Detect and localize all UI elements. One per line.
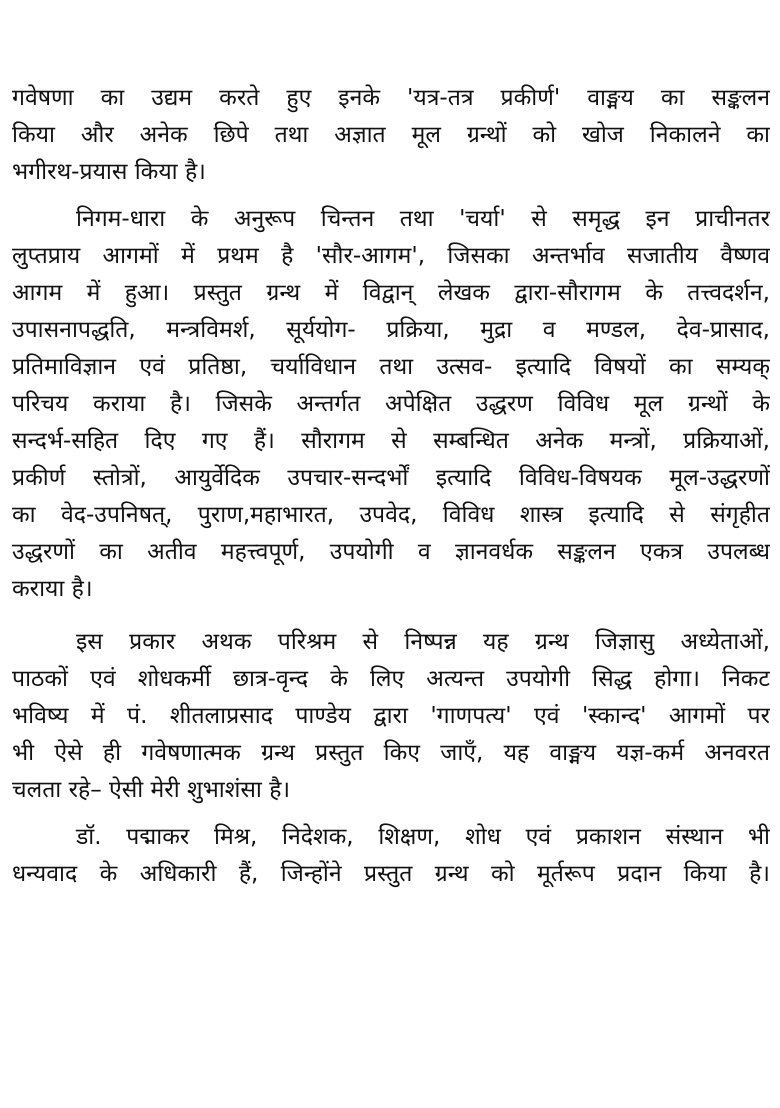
text-line: का वेद-उपनिषत्, पुराण,महाभारत, उपवेद, विविध शास्त्र इत्यादि से संगृहीत [12,502,770,528]
paragraph [12,80,770,191]
text-line: लुप्तप्राय आगमों में प्रथम है 'सौर-आगम', जिसका अन्तर्भाव सजातीय वैष्णव [12,243,770,269]
text-line: डॉ. पद्माकर मिश्र, निदेशक, शिक्षण, शोध एवं प्रकाशन संस्थान भी [76,824,770,850]
text-line: निगम-धारा के अनुरूप चिन्तन तथा 'चर्या' से समृद्ध इन प्राचीनतर [76,206,770,232]
paragraph-spacer [12,608,770,624]
text-line: चलता रहे– ऐसी मेरी शुभाशंसा है। [12,777,291,803]
text-line: भगीरथ-प्रयास किया है। [12,159,206,185]
text-line: पाठकों एवं शोधकर्मी छात्र-वृन्द के लिए अत्यन्त उपयोगी सिद्ध होगा। निकट [12,666,770,692]
text-line: प्रकीर्ण स्तोत्रों, आयुर्वेदिक उपचार-सन्दर्भों इत्यादि विविध-विषयक मूल-उद्धरणों [12,465,770,491]
text-line: भविष्य में पं. शीतलाप्रसाद पाण्डेय द्वारा 'गाणपत्य' एवं 'स्कान्द' आगमों पर [12,703,770,729]
text-line: कराया है। [12,576,93,602]
paragraph [12,624,770,809]
paragraph-spacer [12,809,770,819]
text-line: किया और अनेक छिपे तथा अज्ञात मूल ग्रन्थों को खोज निकालने का [12,122,770,148]
text-line: उपासनापद्धति, मन्त्रविमर्श, सूर्ययोग- प्रक्रिया, मुद्रा व मण्डल, देव-प्रासाद, [12,317,770,343]
text-line: उद्धरणों का अतीव महत्त्वपूर्ण, उपयोगी व ज्ञानवर्धक सङ्कलन एकत्र उपलब्ध [12,539,770,565]
text-line: परिचय कराया है। जिसके अन्तर्गत अपेक्षित उद्धरण विविध मूल ग्रन्थों के [12,391,770,417]
text-line: गवेषणा का उद्यम करते हुए इनके 'यत्र-तत्र प्रकीर्ण' वाङ्मय का सङ्कलन [12,85,770,111]
text-line: इस प्रकार अथक परिश्रम से निष्पन्न यह ग्रन्थ जिज्ञासु अध्येताओं, [76,629,770,655]
paragraph [12,819,770,893]
paragraph [12,201,770,608]
text-line: आगम में हुआ। प्रस्तुत ग्रन्थ में विद्वान् लेखक द्वारा-सौरागम के तत्त्वदर्शन, [12,280,770,306]
text-line: धन्यवाद के अधिकारी हैं, जिन्होंने प्रस्तुत ग्रन्थ को मूर्तरूप प्रदान किया है। [12,861,770,887]
paragraph-spacer [12,191,770,201]
text-line: सन्दर्भ-सहित दिए गए हैं। सौरागम से सम्बन्धित अनेक मन्त्रों, प्रक्रियाओं, [12,428,770,454]
text-line: भी ऐसे ही गवेषणात्मक ग्रन्थ प्रस्तुत किए जाएँ, यह वाङ्मय यज्ञ-कर्म अनवरत [12,740,770,766]
text-line: प्रतिमाविज्ञान एवं प्रतिष्ठा, चर्याविधान तथा उत्सव- इत्यादि विषयों का सम्यक् [12,354,770,380]
